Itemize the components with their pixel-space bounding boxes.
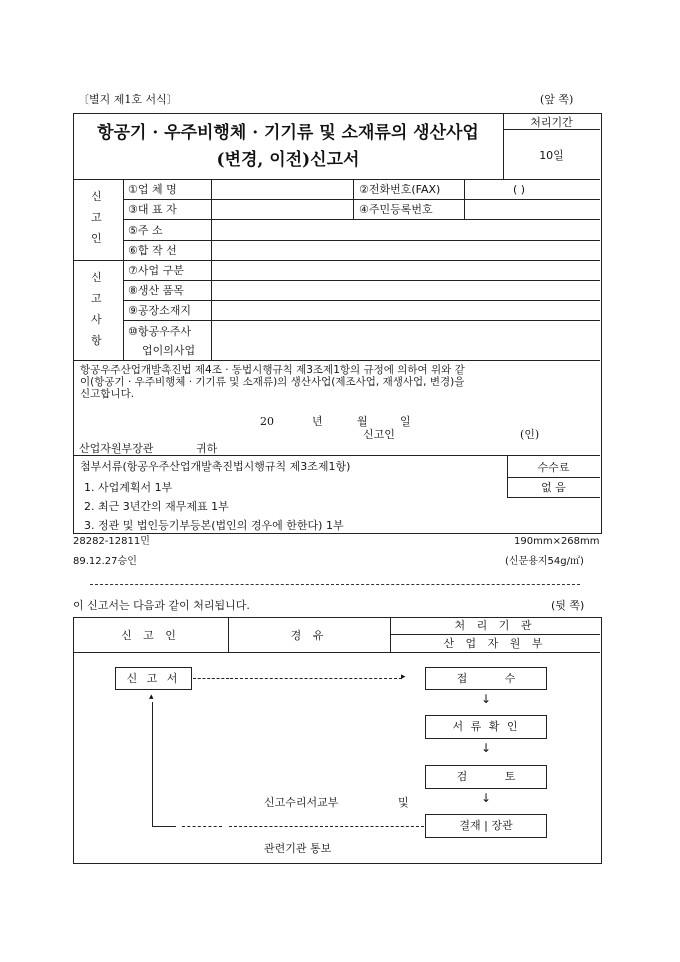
resident-number-field[interactable] — [466, 200, 599, 218]
col-applicant: 신 고 인 — [121, 629, 180, 642]
col-org-bottom: 산 업 자 원 부 — [443, 637, 547, 650]
form-number-label: 〔별지 제1호 서식〕 — [78, 93, 178, 106]
fee-label: 수수료 — [537, 461, 570, 474]
attachment-item: 1. 사업계획서 1부 — [84, 481, 173, 494]
paper-weight: (신문용지54g/㎡) — [505, 556, 584, 567]
report-group-char: 항 — [91, 334, 102, 347]
arrow-down-icon: ↓ — [480, 791, 492, 805]
date-year-label: 년 — [312, 415, 323, 428]
form-code: 28282-12811민 — [73, 536, 150, 547]
attachments-title: 첨부서류(항공우주산업개발촉진법시행규칙 제3조제1항) — [80, 460, 351, 473]
processing-divider — [503, 129, 600, 130]
applicant-group-char: 고 — [91, 211, 102, 224]
front-side-label: (앞 쪽) — [540, 93, 574, 106]
cut-line — [90, 584, 580, 585]
declaration-line2: 이(항공기 · 우주비행체 · 기기류 및 소재류)의 생산사업(제조사업, 재생사업, 변경)을 — [80, 376, 465, 388]
report-document-label: 신 고 서 — [126, 672, 181, 685]
processing-period-label: 처리기간 — [530, 116, 573, 129]
note-and: 및 — [398, 796, 409, 809]
attachment-item: 2. 최근 3년간의 재무제표 1부 — [84, 500, 229, 513]
fee-value: 없 음 — [541, 481, 566, 494]
back-side-label: (뒷 쪽) — [551, 599, 585, 612]
other-business-label-line1: ⑩항공우주사 — [128, 325, 191, 338]
other-business-field[interactable] — [213, 321, 599, 359]
declaration-line3: 신고합니다. — [80, 388, 135, 400]
address-field[interactable] — [213, 221, 599, 239]
arrow-up-icon: ▴ — [149, 692, 154, 702]
return-line — [152, 826, 176, 827]
processing-period-value: 10일 — [539, 149, 564, 162]
representative-field[interactable] — [213, 200, 352, 218]
process-header-line — [73, 652, 600, 653]
row-line — [123, 219, 600, 220]
step-examine: 검 토 — [456, 770, 516, 783]
attachments-top-line — [73, 455, 600, 456]
phone-label: ②전화번호(FAX) — [359, 183, 441, 196]
arrow-right-icon: ▸ — [401, 672, 406, 682]
mid-column-line — [353, 179, 354, 219]
recipient-honorific: 귀하 — [196, 442, 218, 455]
arrow-down-icon: ↓ — [480, 741, 492, 755]
fee-divider — [507, 477, 600, 478]
factory-location-label: ⑨공장소재지 — [128, 304, 191, 317]
product-items-field[interactable] — [213, 281, 599, 299]
company-name-label: ①업 체 명 — [128, 183, 177, 196]
date-day-label: 일 — [400, 415, 411, 428]
address-label: ⑤주 소 — [128, 224, 163, 237]
applicant-group-char: 신 — [91, 190, 102, 203]
approval-date: 89.12.27승인 — [73, 556, 137, 567]
factory-location-field[interactable] — [213, 301, 599, 319]
representative-label: ③대 표 자 — [128, 203, 177, 216]
flow-connector — [230, 678, 402, 679]
resident-number-label: ④주민등록번호 — [359, 203, 433, 216]
form-title-line2: (변경, 이전)신고서 — [216, 150, 360, 170]
business-type-label: ⑦사업 구분 — [128, 264, 184, 277]
product-items-label: ⑧생산 품목 — [128, 284, 184, 297]
group-column-line — [123, 179, 124, 360]
joint-venture-label: ⑥합 작 선 — [128, 244, 177, 257]
joint-venture-field[interactable] — [213, 241, 599, 259]
applicant-group-char: 인 — [91, 232, 102, 245]
label-column-line — [211, 179, 212, 360]
company-name-field[interactable] — [213, 180, 352, 198]
recipient-minister: 산업자원부장관 — [79, 442, 154, 455]
note-notify: 관련기관 통보 — [264, 842, 332, 855]
fee-bottom-line — [507, 497, 600, 498]
report-group-char: 고 — [91, 292, 102, 305]
arrow-down-icon: ↓ — [480, 692, 492, 706]
form-title-line1: 항공기 · 우주비행체 · 기기류 및 소재류의 생산사업 — [97, 123, 479, 143]
reporter-label: 신고인 — [363, 428, 395, 441]
return-line — [229, 826, 424, 827]
col-org-top: 처 리 기 관 — [454, 619, 536, 632]
phone-field[interactable]: ( ) — [513, 183, 526, 196]
report-group-char: 사 — [91, 313, 102, 326]
org-header-divider — [390, 634, 600, 635]
note-delivery: 신고수리서교부 — [264, 796, 339, 809]
declaration-line1: 항공우주산업개발촉진법 제4조 · 동법시행규칙 제3조제1항의 규정에 의하여 위와 같 — [80, 364, 465, 376]
process-intro: 이 신고서는 다음과 같이 처리됩니다. — [73, 599, 250, 612]
step-review: 서 류 확 인 — [452, 720, 520, 733]
paper-size: 190mm×268mm — [514, 536, 600, 547]
date-month-label: 월 — [357, 415, 368, 428]
report-group-char: 신 — [91, 271, 102, 284]
business-type-field[interactable] — [213, 261, 599, 279]
return-line — [182, 826, 222, 827]
other-business-label-line2: 업이의사업 — [142, 344, 196, 357]
date-year-prefix: 20 — [260, 415, 274, 428]
group-line — [73, 360, 600, 361]
seal-mark: (인) — [520, 428, 540, 441]
return-line — [152, 702, 153, 826]
step-approve: 결재 | 장관 — [459, 819, 513, 832]
step-receive: 접 수 — [456, 672, 516, 685]
flow-connector — [193, 678, 229, 679]
mid-column-line — [464, 179, 465, 219]
col-via: 경 유 — [290, 629, 328, 642]
attachment-item: 3. 정관 및 법인등기부등본(법인의 경우에 한한다) 1부 — [84, 519, 344, 532]
